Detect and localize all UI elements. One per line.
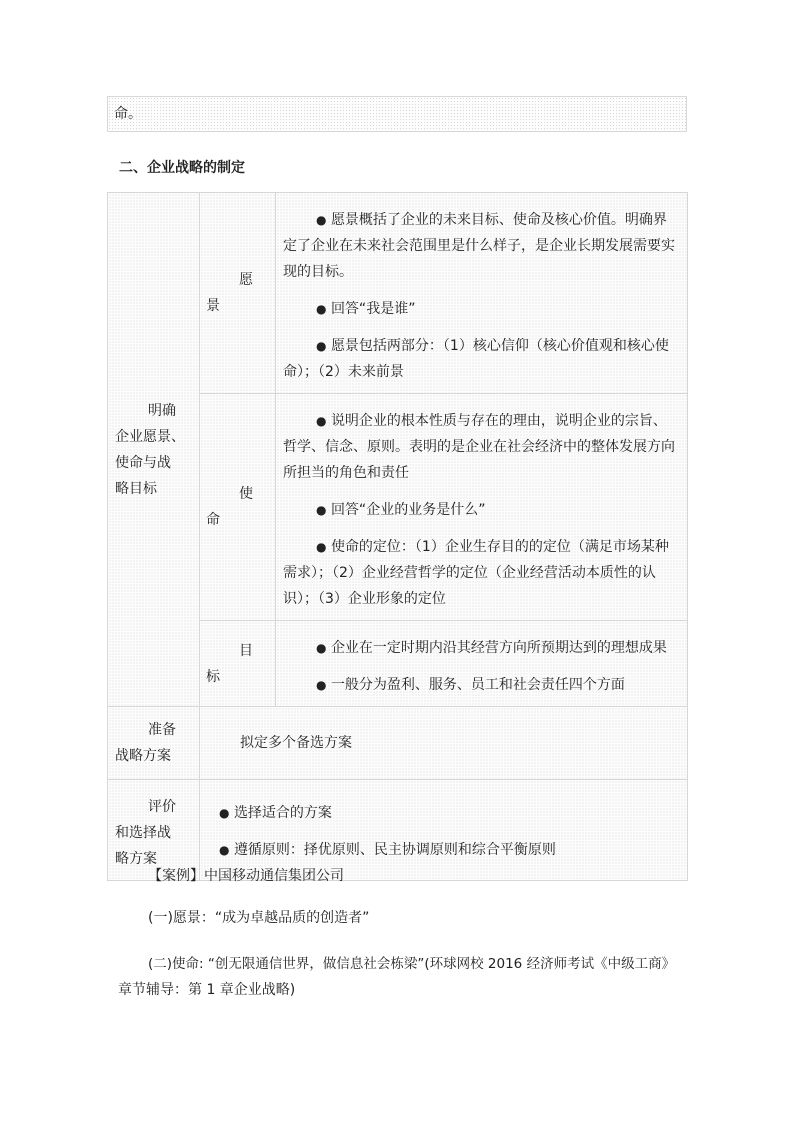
bullet-dot-icon: ●: [316, 641, 327, 655]
row-header-clarify: [108, 193, 200, 707]
bullet-dot-icon: ●: [219, 842, 230, 857]
row-header-prepare: [108, 707, 200, 780]
mission-bullet-text: 回答“企业的业务是什么”: [330, 502, 486, 518]
mission-content-cell: [276, 394, 688, 621]
goal-bullet: [283, 635, 677, 661]
vision-row: [108, 193, 688, 394]
vision-label-cell: [200, 193, 276, 394]
vision-bullet: [283, 296, 677, 322]
mission-bullet: [283, 534, 677, 612]
vision-bullet-text: 回答“我是谁”: [330, 301, 416, 317]
case-vision-text: (一)愿景：“成为卓越品质的创造者”: [148, 910, 370, 926]
row-header-line: 使命与战: [115, 454, 171, 471]
case-title-text: 【案例】中国移动通信集团公司: [148, 868, 344, 884]
case-title: [118, 863, 344, 889]
row-header-line: 略方案: [115, 851, 157, 867]
vision-label-line: 景: [206, 298, 220, 314]
case-mission: [118, 951, 688, 1003]
vision-bullet: [283, 333, 677, 385]
bullet-dot-icon: ●: [316, 213, 327, 227]
vision-bullet-text: 愿景概括了企业的未来目标、使命及核心价值。明确界定了企业在未来社会范围里是什么样子，是企业长期发展需要实现的目标。: [283, 212, 675, 280]
case-mission-line: (二)使命: “创无限通信世界，做信息社会栋梁”(环球网校 2016 经济师考试《中级工商》: [148, 956, 676, 972]
goal-label-line: 目: [239, 642, 253, 659]
row-header-line: 明确: [148, 402, 176, 419]
mission-label-line: 使: [239, 486, 253, 502]
row-header-line: 和选择战: [115, 825, 171, 841]
mission-bullet: [283, 497, 677, 523]
evaluate-bullet-text: 选择适合的方案: [233, 804, 332, 821]
evaluate-bullet-text: 遵循原则：择优原则、民主协调原则和综合平衡原则: [233, 841, 556, 858]
continued-text-box: [107, 96, 687, 132]
bullet-dot-icon: ●: [316, 339, 327, 353]
vision-label-line: 愿: [239, 272, 253, 288]
mission-label-line: 命: [206, 512, 220, 528]
vision-content-cell: [276, 193, 688, 394]
row-header-line: 战略方案: [115, 748, 171, 764]
case-vision: [118, 905, 369, 931]
evaluate-bullet: [207, 800, 677, 826]
goal-content-cell: [276, 621, 688, 707]
evaluate-bullet: [207, 837, 677, 863]
section-heading: 二、企业战略的制定: [119, 160, 245, 176]
mission-label-cell: [200, 394, 276, 621]
bullet-dot-icon: ●: [219, 805, 230, 820]
goal-label-cell: [200, 621, 276, 707]
prepare-row: [108, 707, 688, 780]
row-header-line: 略目标: [115, 480, 157, 497]
strategy-table: [107, 192, 688, 881]
goal-label-line: 标: [206, 668, 220, 685]
bullet-dot-icon: ●: [316, 503, 327, 517]
row-header-line: 准备: [148, 722, 176, 738]
bullet-dot-icon: ●: [316, 414, 327, 428]
bullet-dot-icon: ●: [316, 302, 327, 316]
mission-bullet-text: 说明企业的根本性质与存在的理由，说明企业的宗旨、哲学、信念、原则。表明的是企业在社会经济中的整体发展方向所担当的角色和责任: [283, 413, 675, 481]
prepare-text: 拟定多个备选方案: [240, 735, 352, 751]
goal-bullet-text: 一般分为盈利、服务、员工和社会责任四个方面: [330, 677, 625, 693]
row-header-line: 评价: [148, 799, 176, 815]
continued-text: 命。: [114, 106, 142, 122]
mission-bullet-text: 使命的定位：（1）企业生存目的的定位（满足市场某种需求）；（2）企业经营哲学的定位（企业经营活动本质性的认识）；（3）企业形象的定位: [283, 539, 669, 607]
goal-bullet: [283, 672, 677, 698]
mission-bullet: [283, 408, 677, 486]
case-mission-line: 章节辅导：第 1 章企业战略): [118, 982, 296, 998]
bullet-dot-icon: ●: [316, 540, 327, 554]
goal-bullet-text: 企业在一定时期内沿其经营方向所预期达到的理想成果: [330, 640, 667, 656]
prepare-content-cell: [200, 707, 688, 780]
vision-bullet-text: 愿景包括两部分：（1）核心信仰（核心价值观和核心使命）；（2）未来前景: [283, 338, 669, 380]
row-header-line: 企业愿景、: [115, 428, 185, 445]
vision-bullet: [283, 207, 677, 285]
bullet-dot-icon: ●: [316, 678, 327, 692]
